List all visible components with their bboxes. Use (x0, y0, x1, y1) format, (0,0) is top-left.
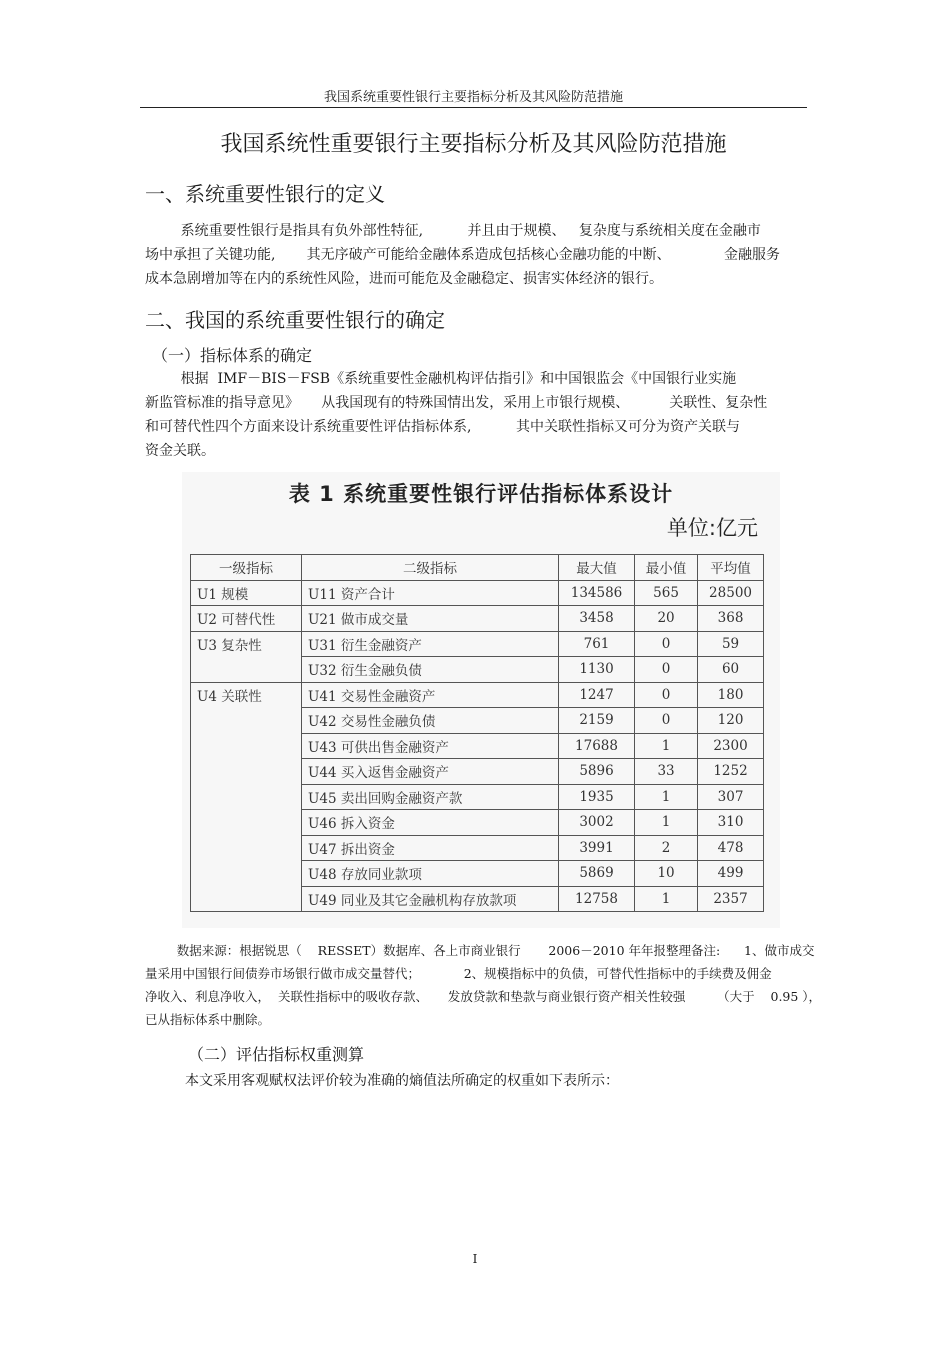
level2-cell: U43 可供出售金融资产 (302, 733, 559, 759)
min-cell: 0 (635, 708, 698, 734)
min-cell: 1 (635, 810, 698, 836)
avg-cell: 2357 (698, 886, 764, 912)
level2-cell: U42 交易性金融负债 (302, 708, 559, 734)
avg-cell: 368 (698, 606, 764, 632)
avg-cell: 499 (698, 861, 764, 887)
level1-cell: U3 复杂性 (191, 631, 302, 657)
max-cell: 761 (559, 631, 635, 657)
min-cell: 0 (635, 682, 698, 708)
table-row (191, 580, 764, 606)
max-cell: 17688 (559, 733, 635, 759)
header-divider (140, 107, 807, 108)
section1-paragraph (145, 219, 805, 291)
section2-heading: 二、我国的系统重要性银行的确定 (145, 308, 445, 332)
level2-cell: U11 资产合计 (302, 580, 559, 606)
min-cell: 0 (635, 657, 698, 683)
level2-cell: U41 交易性金融资产 (302, 682, 559, 708)
table-row (191, 886, 764, 912)
level1-cell (191, 886, 302, 912)
max-cell: 1935 (559, 784, 635, 810)
level1-cell (191, 657, 302, 683)
paragraph-line: 根据 IMF－BIS－FSB《系统重要性金融机构评估指引》和中国银监会《中国银行业实施 (145, 371, 737, 387)
subsection1-heading: （一）指标体系的确定 (152, 346, 313, 365)
table-row (191, 606, 764, 632)
table-row (191, 835, 764, 861)
table-row (191, 708, 764, 734)
min-cell: 1 (635, 886, 698, 912)
note-line: 净收入、利息净收入， 关联性指标中的吸收存款、 发放贷款和垫款与商业银行资产相关性较强 （大于 0.95 ）， (145, 989, 822, 1004)
table-row (191, 657, 764, 683)
note-line: 数据来源：根据锐思（ RESSET）数据库、各上市商业银行 2006－2010 年年报整理备注: 1、做市成交 (145, 943, 815, 958)
level2-cell: U31 衍生金融资产 (302, 631, 559, 657)
table-caption: 表 1 系统重要性银行评估指标体系设计 (288, 482, 674, 506)
min-cell: 1 (635, 784, 698, 810)
level1-cell (191, 759, 302, 785)
table-header-row (191, 555, 764, 581)
avg-cell: 307 (698, 784, 764, 810)
level1-cell (191, 810, 302, 836)
level1-cell (191, 835, 302, 861)
paragraph-line: 系统重要性银行是指具有负外部性特征, 并且由于规模、 复杂度与系统相关度在金融市 (145, 223, 761, 239)
subsection2-heading: （二）评估指标权重测算 (188, 1045, 365, 1064)
min-cell: 33 (635, 759, 698, 785)
max-cell: 1130 (559, 657, 635, 683)
max-cell: 2159 (559, 708, 635, 734)
table-row (191, 733, 764, 759)
table-row (191, 861, 764, 887)
paragraph-line: 新监管标准的指导意见》 从我国现有的特殊国情出发，采用上市银行规模、 关联性、复杂性 (145, 395, 768, 411)
max-cell: 3458 (559, 606, 635, 632)
table-row (191, 784, 764, 810)
level2-cell: U48 存放同业款项 (302, 861, 559, 887)
header-level2: 二级指标 (302, 555, 559, 581)
min-cell: 0 (635, 631, 698, 657)
min-cell: 2 (635, 835, 698, 861)
header-min: 最小值 (635, 555, 698, 581)
avg-cell: 310 (698, 810, 764, 836)
avg-cell: 120 (698, 708, 764, 734)
max-cell: 134586 (559, 580, 635, 606)
header-level1: 一级指标 (191, 555, 302, 581)
subsection2-paragraph: 本文采用客观赋权法评价较为准确的熵值法所确定的权重如下表所示： (185, 1073, 619, 1089)
min-cell: 565 (635, 580, 698, 606)
min-cell: 20 (635, 606, 698, 632)
level1-cell (191, 784, 302, 810)
avg-cell: 180 (698, 682, 764, 708)
min-cell: 1 (635, 733, 698, 759)
document-title: 我国系统性重要银行主要指标分析及其风险防范措施 (220, 132, 727, 157)
level2-cell: U47 拆出资金 (302, 835, 559, 861)
level1-cell (191, 861, 302, 887)
avg-cell: 28500 (698, 580, 764, 606)
table-row (191, 682, 764, 708)
level2-cell: U49 同业及其它金融机构存放款项 (302, 886, 559, 912)
paragraph-line: 成本急剧增加等在内的系统性风险，进而可能危及金融稳定、损害实体经济的银行。 (145, 271, 663, 287)
max-cell: 3002 (559, 810, 635, 836)
max-cell: 3991 (559, 835, 635, 861)
paragraph-line: 资金关联。 (145, 443, 215, 459)
paragraph-line: 和可替代性四个方面来设计系统重要性评估指标体系, 其中关联性指标又可分为资产关联与 (145, 419, 740, 435)
table-row (191, 810, 764, 836)
table-body (191, 580, 764, 912)
table-row (191, 759, 764, 785)
indicator-table-figure (182, 472, 780, 928)
max-cell: 12758 (559, 886, 635, 912)
level1-cell (191, 733, 302, 759)
table-notes (145, 939, 822, 1031)
max-cell: 5896 (559, 759, 635, 785)
level1-cell: U1 规模 (191, 580, 302, 606)
level2-cell: U44 买入返售金融资产 (302, 759, 559, 785)
avg-cell: 2300 (698, 733, 764, 759)
level2-cell: U32 衍生金融负债 (302, 657, 559, 683)
running-header: 我国系统重要性银行主要指标分析及其风险防范措施 (323, 90, 623, 105)
avg-cell: 60 (698, 657, 764, 683)
page-number: I (472, 1252, 478, 1266)
level2-cell: U45 卖出回购金融资产款 (302, 784, 559, 810)
note-line: 量采用中国银行间债券市场银行做市成交量替代； 2、规模指标中的负债，可替代性指标中的手续费及佣金 (145, 966, 772, 981)
note-line: 已从指标体系中删除。 (145, 1012, 271, 1027)
level2-cell: U46 拆入资金 (302, 810, 559, 836)
header-avg: 平均值 (698, 555, 764, 581)
table-unit: 单位:亿元 (666, 516, 758, 540)
avg-cell: 59 (698, 631, 764, 657)
paragraph-line: 场中承担了关键功能, 其无序破产可能给金融体系造成包括核心金融功能的中断、 金融服务 (145, 247, 781, 263)
max-cell: 5869 (559, 861, 635, 887)
level1-cell: U2 可替代性 (191, 606, 302, 632)
subsection1-paragraph (145, 367, 805, 463)
indicator-table (190, 554, 764, 912)
avg-cell: 1252 (698, 759, 764, 785)
level1-cell: U4 关联性 (191, 682, 302, 708)
max-cell: 1247 (559, 682, 635, 708)
min-cell: 10 (635, 861, 698, 887)
table-row (191, 631, 764, 657)
header-max: 最大值 (559, 555, 635, 581)
section1-heading: 一、系统重要性银行的定义 (145, 182, 385, 206)
level2-cell: U21 做市成交量 (302, 606, 559, 632)
avg-cell: 478 (698, 835, 764, 861)
level1-cell (191, 708, 302, 734)
